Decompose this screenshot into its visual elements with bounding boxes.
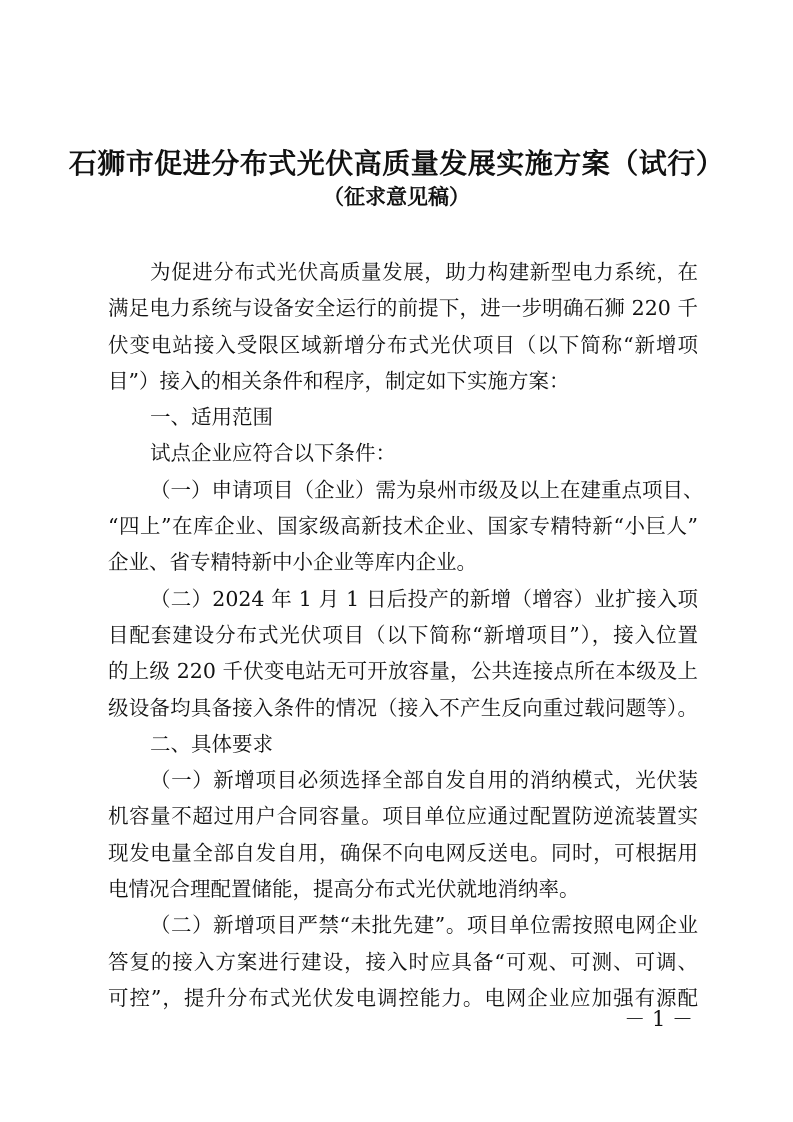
paragraph-line: 级设备均具备接入条件的情况（接入不产生反向重过载问题等）。 bbox=[108, 695, 698, 720]
paragraph-line: 目”）接入的相关条件和程序，制定如下实施方案： bbox=[108, 368, 570, 393]
page-number: － 1 － bbox=[624, 1007, 693, 1031]
paragraph-line: 为促进分布式光伏高质量发展，助力构建新型电力系统，在 bbox=[150, 260, 698, 284]
section-heading: 二、具体要求 bbox=[150, 731, 273, 756]
paragraph-line: （二）新增项目严禁“未批先建”。项目单位需按照电网企业 bbox=[150, 913, 698, 938]
paragraph-line: 机容量不超过用户合同容量。项目单位应通过配置防逆流装置实 bbox=[108, 804, 698, 829]
paragraph-line: 目配套建设分布式光伏项目（以下简称“新增项目”），接入位置 bbox=[108, 622, 698, 647]
paragraph-line: （一）申请项目（企业）需为泉州市级及以上在建重点项目、 bbox=[150, 477, 704, 502]
paragraph-line: 试点企业应符合以下条件： bbox=[150, 441, 396, 466]
paragraph-line: 的上级 220 千伏变电站无可开放容量，公共连接点所在本级及上 bbox=[108, 659, 698, 684]
paragraph-line: 可控”，提升分布式光伏发电调控能力。电网企业应加强有源配 bbox=[108, 985, 698, 1010]
document-body bbox=[108, 254, 704, 1016]
paragraph-line: 企业、省专精特新中小企业等库内企业。 bbox=[108, 550, 477, 575]
paragraph-line: 现发电量全部自发自用，确保不向电网反送电。同时，可根据用 bbox=[108, 840, 698, 865]
paragraph-line: 答复的接入方案进行建设，接入时应具备“可观、可测、可调、 bbox=[108, 949, 698, 974]
paragraph-line: （二）2024 年 1 月 1 日后投产的新增（增容）业扩接入项 bbox=[150, 586, 698, 611]
paragraph-line: 满足电力系统与设备安全运行的前提下，进一步明确石狮 220 千 bbox=[108, 296, 698, 321]
section-heading: 一、适用范围 bbox=[150, 405, 273, 430]
document-title: 石狮市促进分布式光伏高质量发展实施方案（试行） bbox=[68, 147, 725, 180]
paragraph-line: 电情况合理配置储能，提高分布式光伏就地消纳率。 bbox=[108, 877, 580, 902]
document-subtitle: （征求意见稿） bbox=[323, 184, 470, 209]
paragraph-line: （一）新增项目必须选择全部自发自用的消纳模式，光伏装 bbox=[150, 768, 698, 793]
paragraph-line: “四上”在库企业、国家级高新技术企业、国家专精特新“小巨人” bbox=[108, 514, 698, 539]
paragraph-line: 伏变电站接入受限区域新增分布式光伏项目（以下简称“新增项 bbox=[108, 332, 698, 357]
